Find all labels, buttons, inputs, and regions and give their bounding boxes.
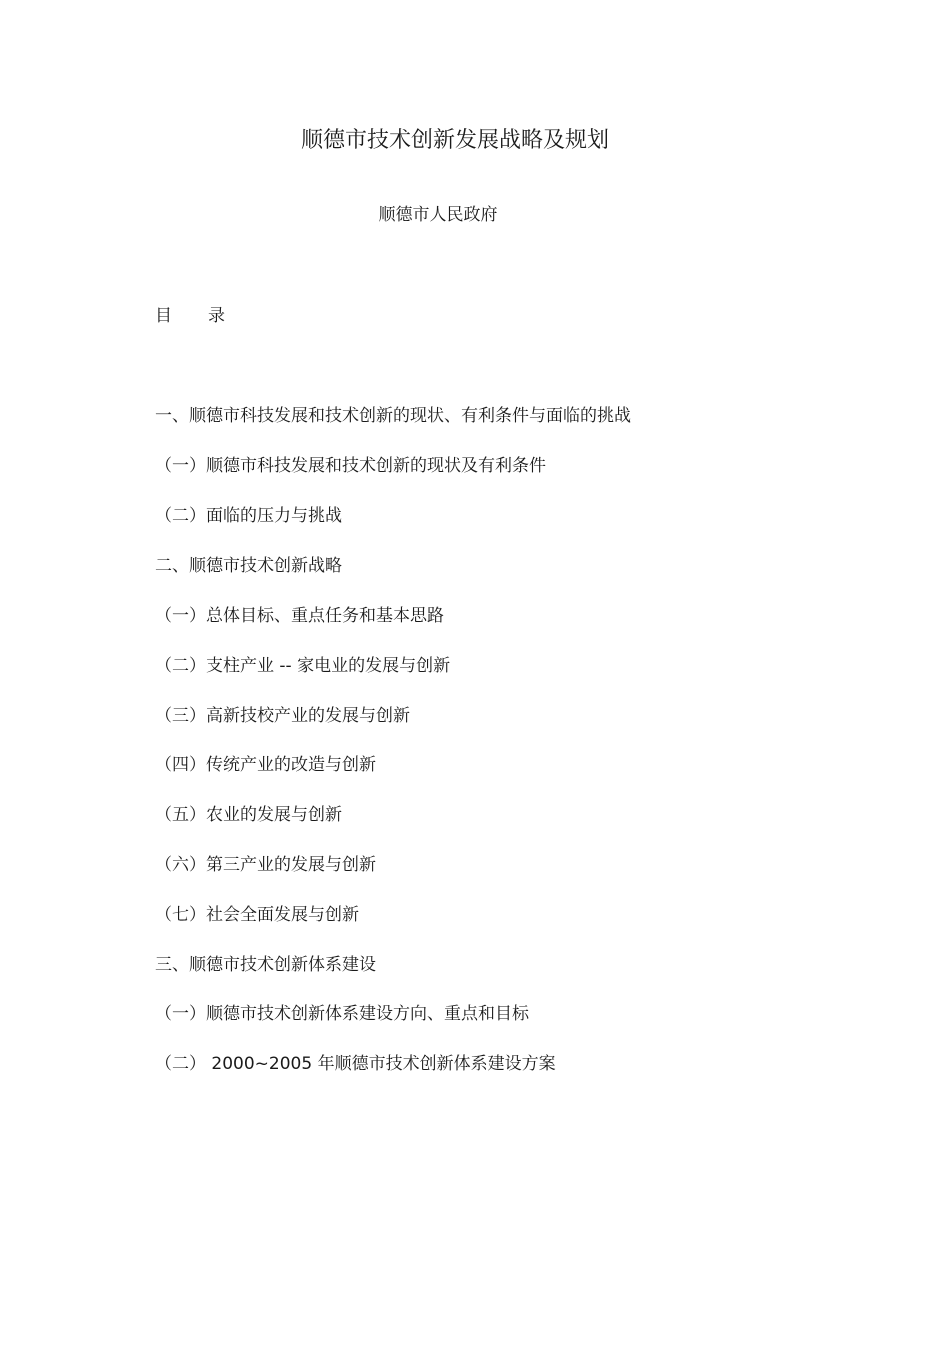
document-title: 顺德市技术创新发展战略及规划 — [300, 128, 609, 153]
toc-item[interactable]: （三）高新技校产业的发展与创新 — [155, 706, 410, 726]
toc-item[interactable]: （二） 2000~2005 年顺德市技术创新体系建设方案 — [155, 1054, 556, 1074]
toc-item[interactable]: （七）社会全面发展与创新 — [155, 905, 359, 925]
toc-heading-char-2: 录 — [208, 306, 225, 326]
toc-item[interactable]: （六）第三产业的发展与创新 — [155, 855, 376, 875]
toc-heading — [155, 304, 225, 328]
toc-item[interactable]: （一）顺德市科技发展和技术创新的现状及有利条件 — [155, 456, 546, 476]
toc-item[interactable]: （五）农业的发展与创新 — [155, 805, 342, 825]
toc-item[interactable]: （四）传统产业的改造与创新 — [155, 755, 376, 775]
toc-item[interactable]: 三、顺德市技术创新体系建设 — [155, 955, 376, 975]
toc-item[interactable]: （一）顺德市技术创新体系建设方向、重点和目标 — [155, 1004, 529, 1024]
toc-heading-char-1: 目 — [155, 306, 172, 326]
toc-item[interactable]: （一）总体目标、重点任务和基本思路 — [155, 606, 444, 626]
toc-item[interactable]: 二、顺德市技术创新战略 — [155, 556, 342, 576]
document-author: 顺德市人民政府 — [378, 205, 498, 225]
toc-item[interactable]: （二）面临的压力与挑战 — [155, 506, 342, 526]
toc-item[interactable]: 一、顺德市科技发展和技术创新的现状、有利条件与面临的挑战 — [155, 406, 631, 426]
toc-item[interactable]: （二）支柱产业 -- 家电业的发展与创新 — [155, 656, 451, 676]
